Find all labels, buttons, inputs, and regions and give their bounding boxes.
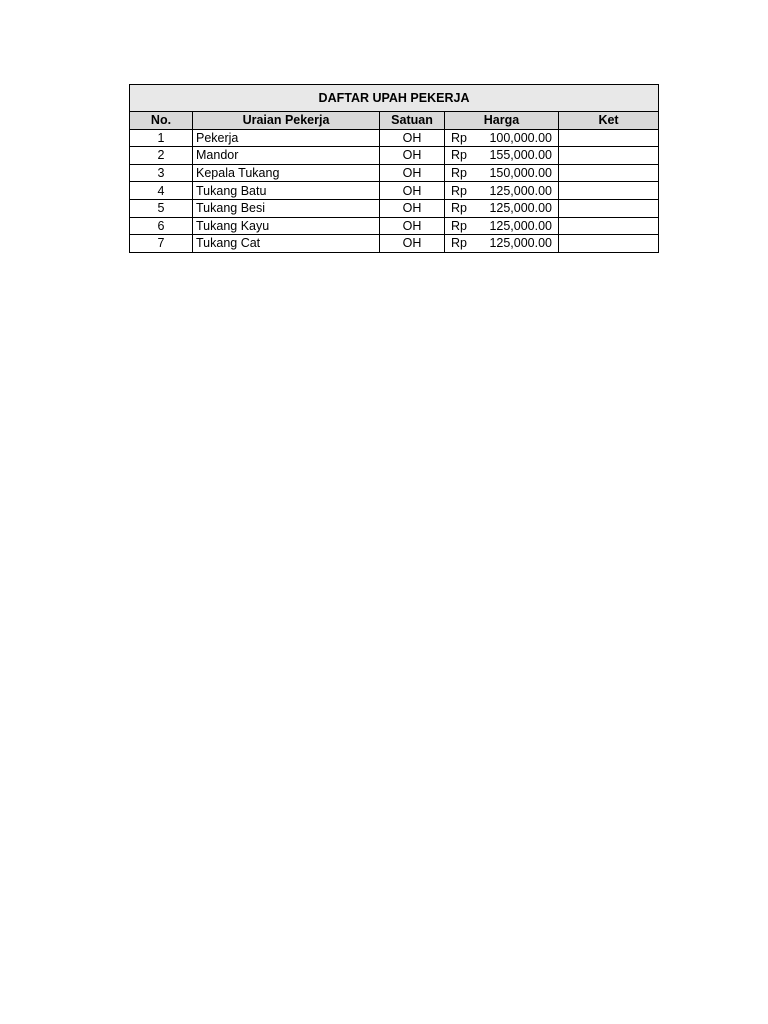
table-row bbox=[130, 235, 659, 253]
header-no: No. bbox=[130, 112, 193, 130]
row-number: 6 bbox=[130, 217, 193, 235]
row-unit: OH bbox=[380, 129, 445, 147]
row-price-cell bbox=[445, 164, 559, 182]
row-notes bbox=[559, 129, 659, 147]
row-currency: Rp bbox=[451, 236, 467, 251]
row-number: 7 bbox=[130, 235, 193, 253]
document-page bbox=[129, 84, 658, 253]
row-number: 4 bbox=[130, 182, 193, 200]
row-description: Tukang Kayu bbox=[193, 217, 380, 235]
row-price: 150,000.00 bbox=[489, 166, 552, 181]
row-number: 3 bbox=[130, 164, 193, 182]
header-price: Harga bbox=[445, 112, 559, 130]
row-price: 155,000.00 bbox=[489, 148, 552, 163]
row-description: Tukang Batu bbox=[193, 182, 380, 200]
table-row bbox=[130, 147, 659, 165]
row-unit: OH bbox=[380, 147, 445, 165]
row-price: 125,000.00 bbox=[489, 236, 552, 251]
row-price-cell bbox=[445, 235, 559, 253]
row-price: 125,000.00 bbox=[489, 183, 552, 198]
row-price: 100,000.00 bbox=[489, 130, 552, 145]
table-title: DAFTAR UPAH PEKERJA bbox=[130, 85, 659, 112]
row-currency: Rp bbox=[451, 183, 467, 198]
row-notes bbox=[559, 164, 659, 182]
wage-table bbox=[129, 84, 659, 253]
row-currency: Rp bbox=[451, 218, 467, 233]
header-row bbox=[130, 112, 659, 130]
row-price: 125,000.00 bbox=[489, 201, 552, 216]
row-currency: Rp bbox=[451, 166, 467, 181]
table-row bbox=[130, 199, 659, 217]
row-description: Tukang Cat bbox=[193, 235, 380, 253]
row-description: Pekerja bbox=[193, 129, 380, 147]
row-notes bbox=[559, 235, 659, 253]
row-notes bbox=[559, 182, 659, 200]
header-unit: Satuan bbox=[380, 112, 445, 130]
row-currency: Rp bbox=[451, 148, 467, 163]
row-price-cell bbox=[445, 217, 559, 235]
row-unit: OH bbox=[380, 235, 445, 253]
row-price-cell bbox=[445, 199, 559, 217]
row-notes bbox=[559, 147, 659, 165]
row-unit: OH bbox=[380, 217, 445, 235]
row-notes bbox=[559, 199, 659, 217]
table-row bbox=[130, 217, 659, 235]
row-currency: Rp bbox=[451, 201, 467, 216]
row-unit: OH bbox=[380, 182, 445, 200]
row-unit: OH bbox=[380, 164, 445, 182]
table-row bbox=[130, 182, 659, 200]
table-row bbox=[130, 129, 659, 147]
row-number: 1 bbox=[130, 129, 193, 147]
row-price: 125,000.00 bbox=[489, 218, 552, 233]
row-currency: Rp bbox=[451, 130, 467, 145]
row-number: 5 bbox=[130, 199, 193, 217]
row-number: 2 bbox=[130, 147, 193, 165]
row-price-cell bbox=[445, 147, 559, 165]
row-description: Mandor bbox=[193, 147, 380, 165]
row-description: Tukang Besi bbox=[193, 199, 380, 217]
row-price-cell bbox=[445, 129, 559, 147]
row-price-cell bbox=[445, 182, 559, 200]
table-row bbox=[130, 164, 659, 182]
row-notes bbox=[559, 217, 659, 235]
row-description: Kepala Tukang bbox=[193, 164, 380, 182]
row-unit: OH bbox=[380, 199, 445, 217]
header-description: Uraian Pekerja bbox=[193, 112, 380, 130]
header-notes: Ket bbox=[559, 112, 659, 130]
